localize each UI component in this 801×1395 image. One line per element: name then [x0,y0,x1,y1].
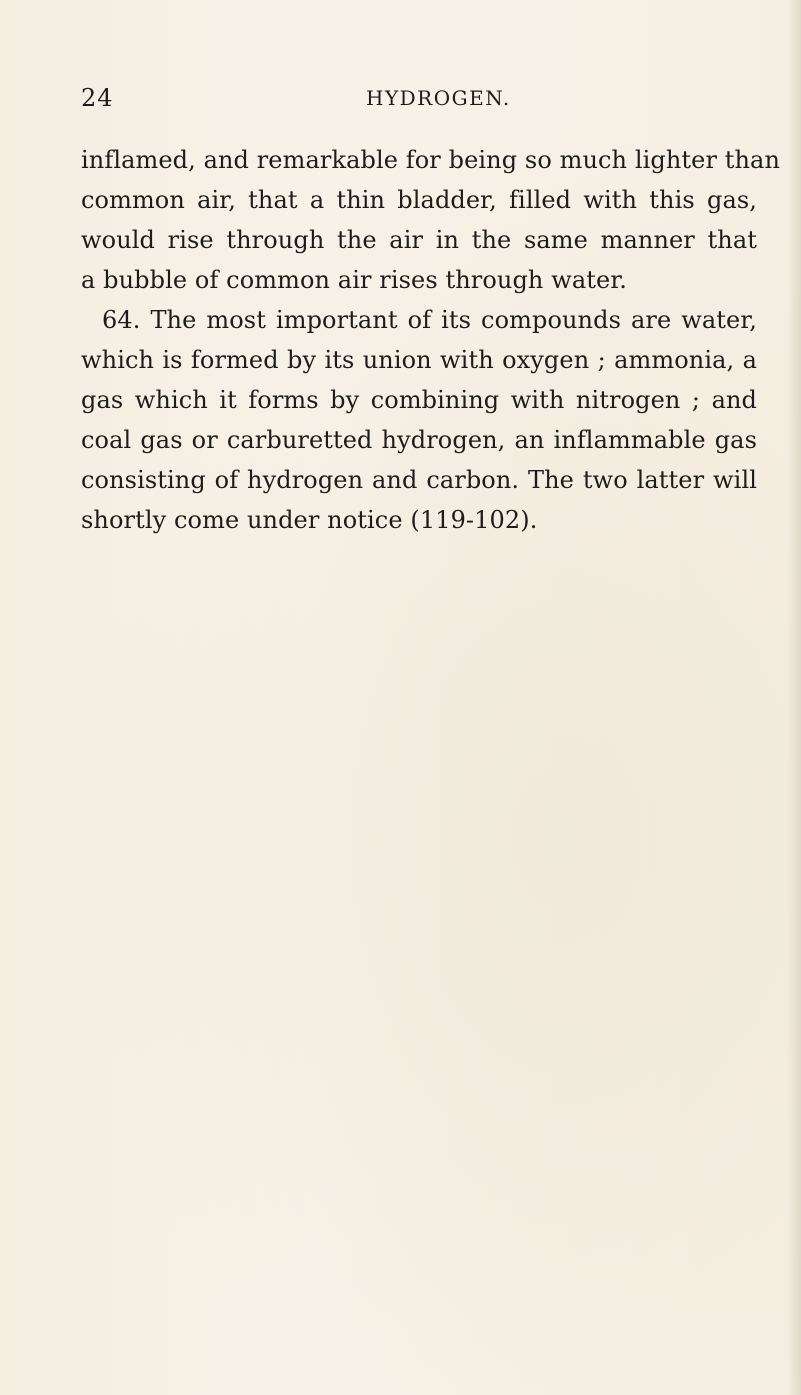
page-number: 24 [81,84,114,112]
text-line: common air, that a thin bladder, filled with this gas, [81,186,757,214]
text-line: coal gas or carburetted hydrogen, an inflammable gas [81,426,757,454]
running-head [81,84,721,114]
text-line: inflamed, and remarkable for being so much lighter than [81,146,781,174]
text-line: would rise through the air in the same manner that [81,226,757,254]
text-line: which is formed by its union with oxygen ; ammonia, a [81,346,757,374]
text-line: a bubble of common air rises through water. [81,266,627,294]
body-text [81,140,781,540]
paragraph-start-line: 64. The most important of its compounds are water, [102,306,757,334]
text-line: shortly come under notice (119-102). [81,506,538,534]
page-edge-shadow [787,0,801,1395]
text-line: gas which it forms by combining with nitrogen ; and [81,386,757,414]
chapter-title: HYDROGEN. [366,86,511,110]
text-line: consisting of hydrogen and carbon. The two latter will [81,466,757,494]
